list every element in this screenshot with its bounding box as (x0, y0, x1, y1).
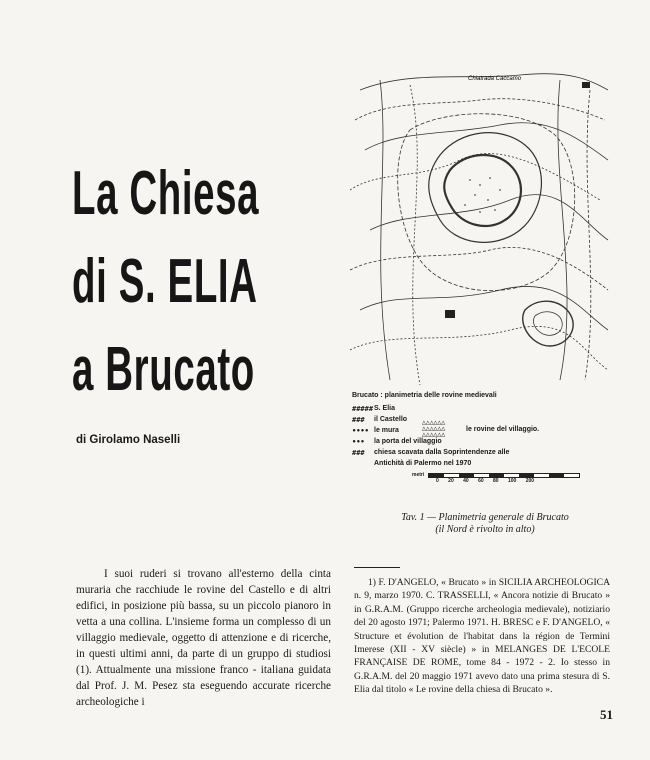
legend-symbol: ### (352, 415, 365, 424)
map-legend (352, 392, 614, 484)
road-label: Chiatrada Caccamo (468, 76, 522, 82)
legend-symbol: ##### (352, 404, 374, 413)
figure-caption (360, 512, 610, 536)
scale-ticks: 0 20 40 60 80 100 200 (436, 478, 535, 484)
legend-symbol: ••• (352, 437, 365, 446)
title-line-1: La Chiesa (72, 159, 260, 228)
scale-label: metri (412, 472, 425, 478)
legend-item (352, 458, 614, 469)
body-paragraph: I suoi ruderi si trovano all'esterno della cinta muraria che racchiude le rovine del Castello e di altri edifici, in posizione più bassa, su un piccolo pianoro in vetta a una collina. L'insieme forma un complesso di un villaggio medievale, oggetto di attenzione e di ricerche, in questi ultimi anni, da parte di un gruppo di studiosi (1). Attualmente una missione franco - italiana guidata dal Prof. J. M. Pesez sta eseguendo accurate ricerche archeologiche i (76, 568, 331, 708)
legend-symbol: ### (352, 448, 365, 457)
legend-label: le mura (374, 427, 399, 434)
caption-line-2: (il Nord è rivolto in alto) (435, 524, 535, 535)
page-number: 51 (600, 707, 613, 722)
title-line-3: a Brucato (72, 335, 255, 404)
article-title (72, 150, 342, 414)
caption-line-1: Tav. 1 — Planimetria generale di Brucato (401, 512, 569, 523)
site-plan-map (350, 60, 612, 390)
footnotes-column (354, 576, 610, 697)
legend-ruins (422, 420, 539, 438)
title-line-2: di S. ELIA (72, 247, 258, 316)
footnote-1: 1) F. D'ANGELO, « Brucato » in SICILIA ARCHEOLOGICA n. 9, marzo 1970. C. TRASSELLI, « Ancora notizie di Brucato » in G.R.A.M. (Gruppo ricerche archeologia medievale), notiziario del 20 agosto 1971; Palermo 1971. H. BRESC e F. D'ANGELO, « Structure et évolution de l'habitat dans la région de Termini Imerese (XII - XV siècle) » in MELANGES DE L'ECOLE FRANÇAISE DE ROME, tome 84 - 1972 - 2. Io stesso in G.R.A.M. del 20 maggio 1971 avevo dato una prima stesura di S. Elia dal titolo « Le rovine della chiesa di Brucato ». (354, 577, 610, 696)
author-byline: di Girolamo Naselli (76, 434, 181, 446)
body-text-column (76, 566, 331, 710)
legend-heading: Brucato : planimetria delle rovine medievali (352, 392, 497, 399)
scale-bar-graphic (428, 473, 580, 478)
legend-label: S. Elia (374, 405, 396, 412)
legend-label: il Castello (374, 416, 408, 423)
ruins-hatch-swatch: △△△△△△ △△△△△△ △△△△△△ (422, 420, 446, 438)
legend-item (352, 403, 614, 414)
footnote-rule (354, 567, 400, 568)
legend-label: Antichità di Palermo nel 1970 (374, 460, 472, 467)
ruins-label: le rovine del villaggio. (466, 425, 540, 433)
legend-label: chiesa scavata dalla Soprintendenze alle (374, 449, 510, 456)
legend-label: la porta del villaggio (374, 438, 442, 445)
legend-symbol: •••• (352, 426, 369, 435)
legend-item (352, 447, 614, 458)
